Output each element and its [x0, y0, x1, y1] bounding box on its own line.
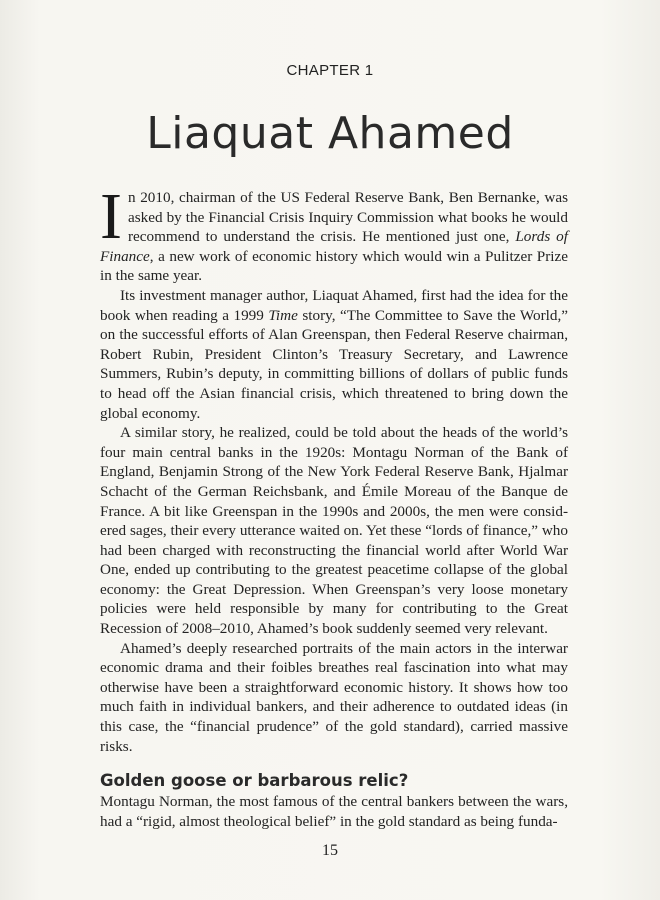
paragraph-1 [100, 180, 568, 286]
magazine-title-emphasis: Time [268, 306, 298, 324]
paragraph-1-text-a: n 2010, chairman of the US Federal Reserve Bank, Ben Bernanke, was asked by the Financial Crisis Inquiry Commission what books he would recommend to understand the crisis. He mentioned just one, [127, 189, 568, 246]
page-number: 15 [322, 842, 338, 859]
book-title-emphasis: Lords of Finance [100, 228, 568, 265]
chapter-label: CHAPTER 1 [286, 62, 374, 79]
paragraph-2 [100, 286, 568, 423]
paragraph-2-text-b: story, “The Committee to Save the World,” on the successful efforts of Alan Greenspan, then Federal Reserve chairman, Robert Rubin, President Clinton’s Treasury Secretary, and Lawrence Summers, Rubin’s deputy, in committing billions of dollars of public funds to head off the Asian financial crisis, which threatened to bring down the global economy. [100, 306, 568, 422]
drop-cap: I [100, 180, 122, 253]
paragraph-4: Ahamed’s deeply researched portraits of the main actors in the interwar economic drama and their foibles breathes real fascination into what may otherwise have been a straightforward economic history. It shows how too much faith in individual bankers, and their adherence to outdated ideas (in this case, the “financial prudence” of the gold standard), carried massive risks. [100, 639, 568, 755]
paragraph-3: A similar story, he realized, could be told about the heads of the world’s four main central banks in the 1920s: Montagu Norman of the Bank of England, Benjamin Strong of the New York Federal Reserve Bank, Hjalmar Schacht of the German Reichsbank, and Émile Moreau of the Banque de France. A bit like Greenspan in the 1990s and 2000s, the men were considered sages, their every utterance waited on. Yet these “lords of finance,” who had been charged with reconstructing the financial world after World War One, ended up contributing to the greatest peacetime collapse of the global economy: the Great Depression. When Greenspan’s very loose monetary policies were held responsible by many for contributing to the Great Recession of 2008–2010, Ahamed’s book suddenly seemed very relevant. [100, 424, 568, 638]
paragraph-5: Montagu Norman, the most famous of the central bankers between the wars, had a “rigid, almost theological belief” in the gold standard as being funda- [100, 793, 568, 830]
section-heading: Golden goose or barbarous relic? [100, 771, 409, 791]
chapter-title: Liaquat Ahamed [146, 108, 514, 159]
paragraph-2-text-a: Its investment manager author, Liaquat Ahamed, first had the idea for the book when reading a 1999 [100, 286, 568, 324]
paragraph-1-text-b: , a new work of economic history which would win a Pulitzer Prize in the same year. [100, 247, 568, 285]
body-text [100, 180, 568, 831]
